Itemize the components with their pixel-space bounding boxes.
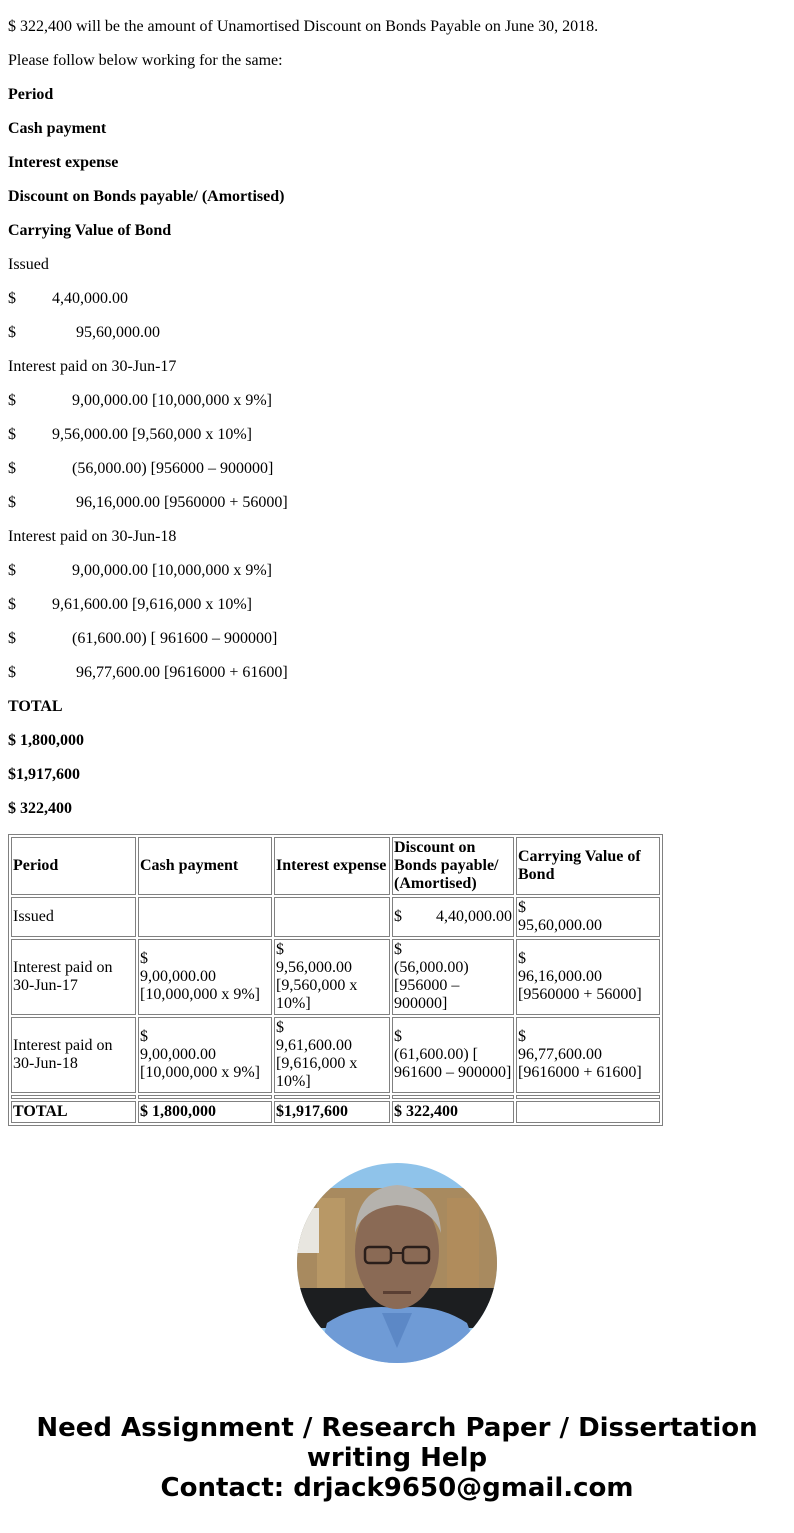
table-header-row <box>11 837 660 895</box>
flat-line: Issued <box>8 256 49 273</box>
dollar-sign: $ <box>394 1028 402 1045</box>
discount-amount: 4,40,000.00 <box>436 908 512 925</box>
flat-line: $ 322,400 <box>8 800 72 817</box>
header-interest-expense: Interest expense <box>274 837 390 895</box>
table-row <box>11 1017 660 1093</box>
cell-discount <box>392 939 514 1015</box>
cell-period: Interest paid on 30-Jun-17 <box>11 939 136 1015</box>
cash-amount: 9,00,000.00 [10,000,000 x 9%] <box>140 968 260 1003</box>
dollar-sign: $ <box>276 941 284 958</box>
header-carrying-value: Carrying Value of Bond <box>516 837 660 895</box>
dollar-sign: $ <box>518 950 526 967</box>
header-period: Period <box>11 837 136 895</box>
cell-carrying-value <box>516 1017 660 1093</box>
promo-line-1: Need Assignment / Research Paper / Dissertation <box>36 1413 758 1443</box>
cell-total-carrying <box>516 1101 660 1123</box>
table-row <box>11 939 660 1015</box>
dollar-sign: $ <box>394 941 402 958</box>
flat-line: $ 4,40,000.00 <box>8 290 128 307</box>
flat-line: $ 9,56,000.00 [9,560,000 x 10%] <box>8 426 252 443</box>
portrait-image <box>297 1163 497 1363</box>
answer-statement: $ 322,400 will be the amount of Unamortised Discount on Bonds Payable on June 30, 2018. <box>8 18 599 35</box>
header-cash-payment: Cash payment <box>138 837 272 895</box>
cell-interest-expense <box>274 1017 390 1093</box>
flat-working-list <box>8 78 786 826</box>
cell-cash-payment <box>138 897 272 937</box>
cell-period: Issued <box>11 897 136 937</box>
flat-line: Interest paid on 30-Jun-18 <box>8 528 177 545</box>
document-body <box>0 10 794 1126</box>
flat-line: Carrying Value of Bond <box>8 222 172 239</box>
cell-total-cash: $ 1,800,000 <box>138 1101 272 1123</box>
carrying-amount: 96,16,000.00 [9560000 + 56000] <box>518 968 642 1003</box>
cell-discount <box>392 897 514 937</box>
dollar-sign: $ <box>140 950 148 967</box>
carrying-amount: 95,60,000.00 <box>518 917 602 934</box>
cell-total-discount: $ 322,400 <box>392 1101 514 1123</box>
table-total-row <box>11 1101 660 1123</box>
flat-line: Interest expense <box>8 154 119 171</box>
flat-line: $ 96,77,600.00 [9616000 + 61600] <box>8 664 288 681</box>
avatar <box>297 1163 497 1363</box>
table-row <box>11 897 660 937</box>
cell-discount <box>392 1017 514 1093</box>
promo-banner <box>0 1413 794 1503</box>
discount-amount: (61,600.00) [ 961600 – 900000] <box>394 1046 512 1081</box>
flat-line: Interest paid on 30-Jun-17 <box>8 358 177 375</box>
flat-line: $ 9,00,000.00 [10,000,000 x 9%] <box>8 392 272 409</box>
flat-line: $ (56,000.00) [956000 – 900000] <box>8 460 274 477</box>
interest-amount: 9,56,000.00 [9,560,000 x 10%] <box>276 959 358 1012</box>
cell-period: Interest paid on 30-Jun-18 <box>11 1017 136 1093</box>
cell-carrying-value <box>516 939 660 1015</box>
carrying-amount: 96,77,600.00 [9616000 + 61600] <box>518 1046 642 1081</box>
header-discount: Discount on Bonds payable/ (Amortised) <box>392 837 514 895</box>
flat-line: Cash payment <box>8 120 107 137</box>
amortization-table <box>8 834 663 1126</box>
flat-line: $ (61,600.00) [ 961600 – 900000] <box>8 630 278 647</box>
flat-line: $1,917,600 <box>8 766 80 783</box>
instruction-text: Please follow below working for the same: <box>8 52 283 69</box>
flat-line: $ 9,00,000.00 [10,000,000 x 9%] <box>8 562 272 579</box>
dollar-sign: $ <box>140 1028 148 1045</box>
cell-interest-expense <box>274 897 390 937</box>
promo-line-2: writing Help <box>306 1443 488 1473</box>
flat-line: TOTAL <box>8 698 63 715</box>
flat-line: Discount on Bonds payable/ (Amortised) <box>8 188 285 205</box>
cash-amount: 9,00,000.00 [10,000,000 x 9%] <box>140 1046 260 1081</box>
dollar-sign: $ <box>276 1019 284 1036</box>
flat-line: $ 9,61,600.00 [9,616,000 x 10%] <box>8 596 252 613</box>
dollar-sign: $ <box>518 1028 526 1045</box>
cell-interest-expense <box>274 939 390 1015</box>
cell-total-label: TOTAL <box>11 1101 136 1123</box>
dollar-sign: $ <box>518 899 526 916</box>
interest-amount: 9,61,600.00 [9,616,000 x 10%] <box>276 1037 358 1090</box>
total-separator <box>11 1095 660 1099</box>
cell-cash-payment <box>138 1017 272 1093</box>
flat-line: $ 1,800,000 <box>8 732 84 749</box>
discount-amount: (56,000.00) [956000 – 900000] <box>394 959 469 1012</box>
cell-carrying-value <box>516 897 660 937</box>
flat-line: $ 95,60,000.00 <box>8 324 160 341</box>
promo-contact: Contact: drjack9650@gmail.com <box>160 1473 634 1503</box>
cell-total-interest: $1,917,600 <box>274 1101 390 1123</box>
cell-cash-payment <box>138 939 272 1015</box>
flat-line: $ 96,16,000.00 [9560000 + 56000] <box>8 494 288 511</box>
flat-line: Period <box>8 86 54 103</box>
dollar-sign: $ <box>394 908 402 925</box>
